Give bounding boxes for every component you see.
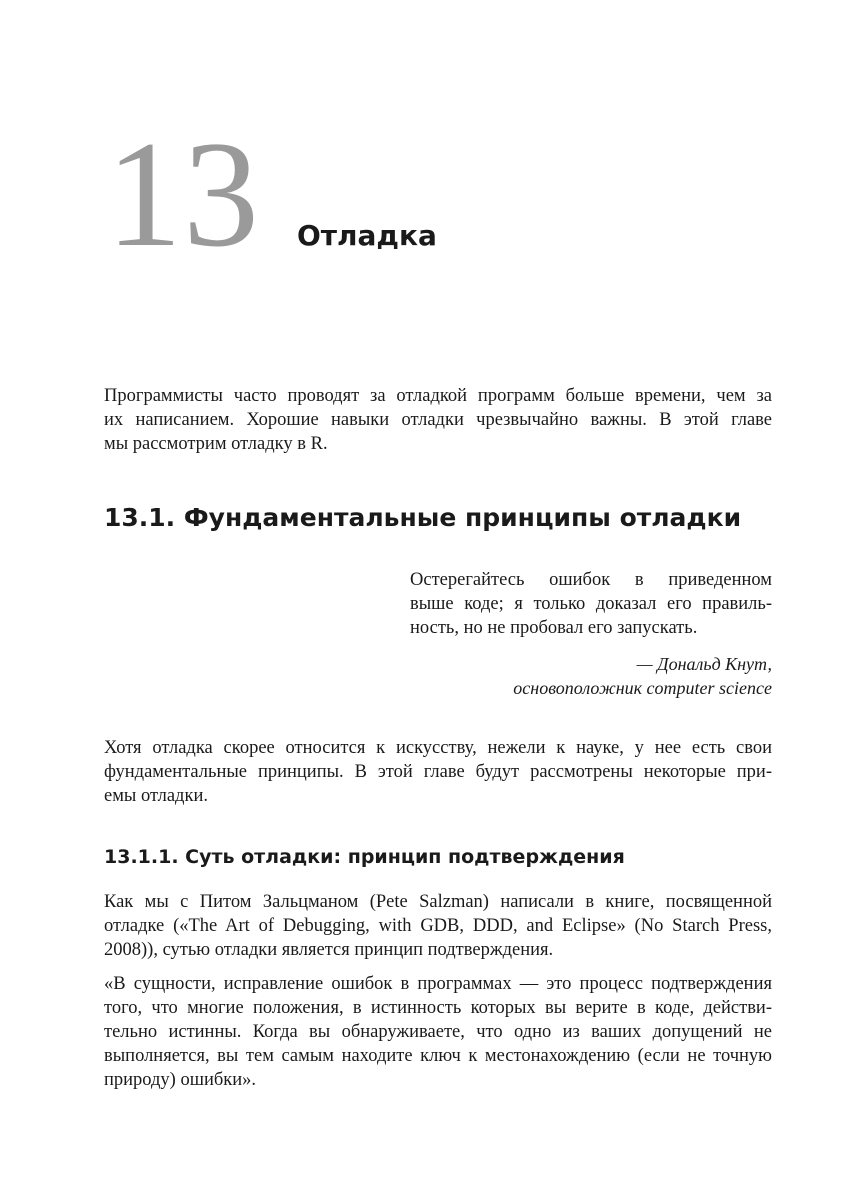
epigraph-author-role: основоположник computer science	[513, 678, 772, 698]
paragraph-line: Как мы с Питом Зальцманом (Pete Salzman) написали в книге, посвященной	[104, 892, 772, 912]
intro-line: Программисты часто проводят за отладкой программ больше времени, чем за	[104, 386, 772, 406]
section-13-1-1-paragraph-1	[104, 890, 772, 962]
epigraph-attribution	[513, 652, 772, 700]
epigraph-line: ность, но не пробовал его запускать.	[410, 618, 698, 638]
paragraph-line: того, что многие положения, в истинность которых вы верите в коде, действи-	[104, 998, 772, 1018]
epigraph-quote	[410, 568, 772, 640]
section-heading-13-1: 13.1. Фундаментальные принципы отладки	[104, 503, 742, 532]
paragraph-line: отладке («The Art of Debugging, with GDB, DDD, and Eclipse» (No Starch Press,	[104, 916, 772, 936]
epigraph-line: Остерегайтесь ошибок в приведенном	[410, 570, 772, 590]
intro-line: мы рассмотрим отладку в R.	[104, 434, 328, 454]
epigraph-line: выше коде; я только доказал его правиль-	[410, 594, 772, 614]
chapter-number: 13	[106, 110, 260, 278]
chapter-title: Отладка	[297, 219, 437, 252]
paragraph-line: «В сущности, исправление ошибок в программах — это процесс подтверждения	[104, 974, 772, 994]
paragraph-line: природу) ошибки».	[104, 1070, 257, 1090]
section-13-1-1-paragraph-2	[104, 972, 772, 1092]
paragraph-line: 2008)), сутью отладки является принцип подтверждения.	[104, 940, 554, 960]
intro-paragraph	[104, 384, 772, 456]
paragraph-line: тельно истинны. Когда вы обнаруживаете, что одно из ваших допущений не	[104, 1022, 772, 1042]
paragraph-line: Хотя отладка скорее относится к искусству, нежели к науке, у нее есть свои	[104, 738, 772, 758]
section-13-1-paragraph	[104, 736, 772, 808]
paragraph-line: выполняется, вы тем самым находите ключ к местонахождению (если не точную	[104, 1046, 772, 1066]
paragraph-line: фундаментальные принципы. В этой главе будут рассмотрены некоторые при-	[104, 762, 772, 782]
section-heading-13-1-1: 13.1.1. Суть отладки: принцип подтверждения	[104, 846, 625, 868]
epigraph-author: — Дональд Кнут,	[636, 654, 772, 674]
intro-line: их написанием. Хорошие навыки отладки чрезвычайно важны. В этой главе	[104, 410, 772, 430]
paragraph-line: емы отладки.	[104, 786, 208, 806]
